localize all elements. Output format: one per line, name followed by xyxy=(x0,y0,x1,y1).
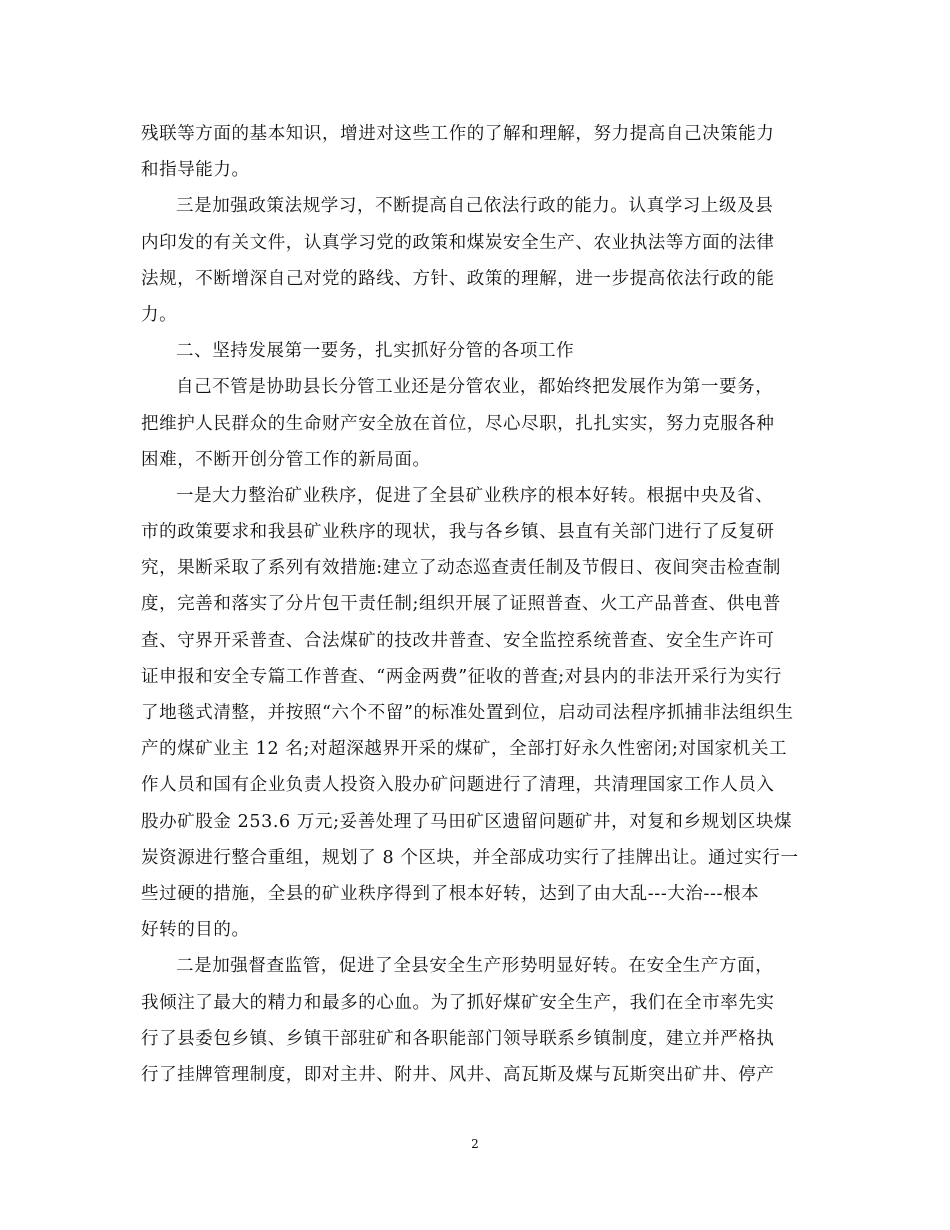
paragraph-start: 一是大力整治矿业秩序，促进了全县矿业秩序的根本好转。根据中央及省、 xyxy=(176,485,774,506)
text-line: 作人员和国有企业负责人投资入股办矿问题进行了清理，共清理国家工作人员入 xyxy=(141,775,775,796)
text-line: 和指导能力。 xyxy=(141,160,250,181)
text-line: 些过硬的措施，全县的矿业秩序得到了根本好转，达到了由大乱---大治---根本 xyxy=(141,883,760,904)
text-line: 证申报和安全专篇工作普查、“两金两费”征收的普查;对县内的非法开采行为实行 xyxy=(141,666,782,687)
text-line: 究，果断采取了系列有效措施:建立了动态巡查责任制及节假日、夜间突击检查制 xyxy=(141,558,781,579)
text-line: 查、守界开采普查、合法煤矿的技改井普查、安全监控系统普查、安全生产许可 xyxy=(141,630,775,651)
text-line: 股办矿股金 253.6 万元;妥善处理了马田矿区遗留问题矿井，对复和乡规划区块煤 xyxy=(141,811,793,832)
text-line: 度，完善和落实了分片包干责任制;组织开展了证照普查、火工产品普查、供电普 xyxy=(141,594,781,615)
paragraph-start: 三是加强政策法规学习，不断提高自己依法行政的能力。认真学习上级及县 xyxy=(176,196,774,217)
text-line: 内印发的有关文件，认真学习党的政策和煤炭安全生产、农业执法等方面的法律 xyxy=(141,232,775,253)
text-line: 炭资源进行整合重组，规划了 8 个区块，并全部成功实行了挂牌出让。通过实行一 xyxy=(141,847,799,868)
text-line: 产的煤矿业主 12 名;对超深越界开采的煤矿，全部打好永久性密闭;对国家机关工 xyxy=(141,739,788,760)
paragraph-start: 自己不管是协助县长分管工业还是分管农业，都始终把发展作为第一要务， xyxy=(176,377,774,398)
text-line: 行了县委包乡镇、乡镇干部驻矿和各职能部门领导联系乡镇制度，建立并严格执 xyxy=(141,1028,775,1049)
text-line: 市的政策要求和我县矿业秩序的现状，我与各乡镇、县直有关部门进行了反复研 xyxy=(141,522,775,543)
page-number: 2 xyxy=(471,1137,479,1151)
body-text xyxy=(141,116,821,1093)
text-line: 力。 xyxy=(141,304,178,325)
section-heading: 二、坚持发展第一要务，扎实抓好分管的各项工作 xyxy=(176,341,575,362)
text-line: 困难，不断开创分管工作的新局面。 xyxy=(141,449,431,470)
text-line: 法规，不断增深自己对党的路线、方针、政策的理解，进一步提高依法行政的能 xyxy=(141,268,775,289)
text-line: 残联等方面的基本知识，增进对这些工作的了解和理解，努力提高自己决策能力 xyxy=(141,124,775,144)
text-line: 我倾注了最大的精力和最多的心血。为了抓好煤矿安全生产，我们在全市率先实 xyxy=(141,992,775,1013)
text-line: 了地毯式清整，并按照“六个不留”的标准处置到位，启动司法程序抓捕非法组织生 xyxy=(141,703,794,723)
text-line: 把维护人民群众的生命财产安全放在首位，尽心尽职，扎扎实实，努力克服各种 xyxy=(141,413,775,434)
paragraph-start: 二是加强督查监管，促进了全县安全生产形势明显好转。在安全生产方面， xyxy=(176,956,774,977)
text-line: 好转的目的。 xyxy=(141,920,250,941)
text-line: 行了挂牌管理制度，即对主井、附井、风井、高瓦斯及煤与瓦斯突出矿井、停产 xyxy=(141,1064,775,1085)
